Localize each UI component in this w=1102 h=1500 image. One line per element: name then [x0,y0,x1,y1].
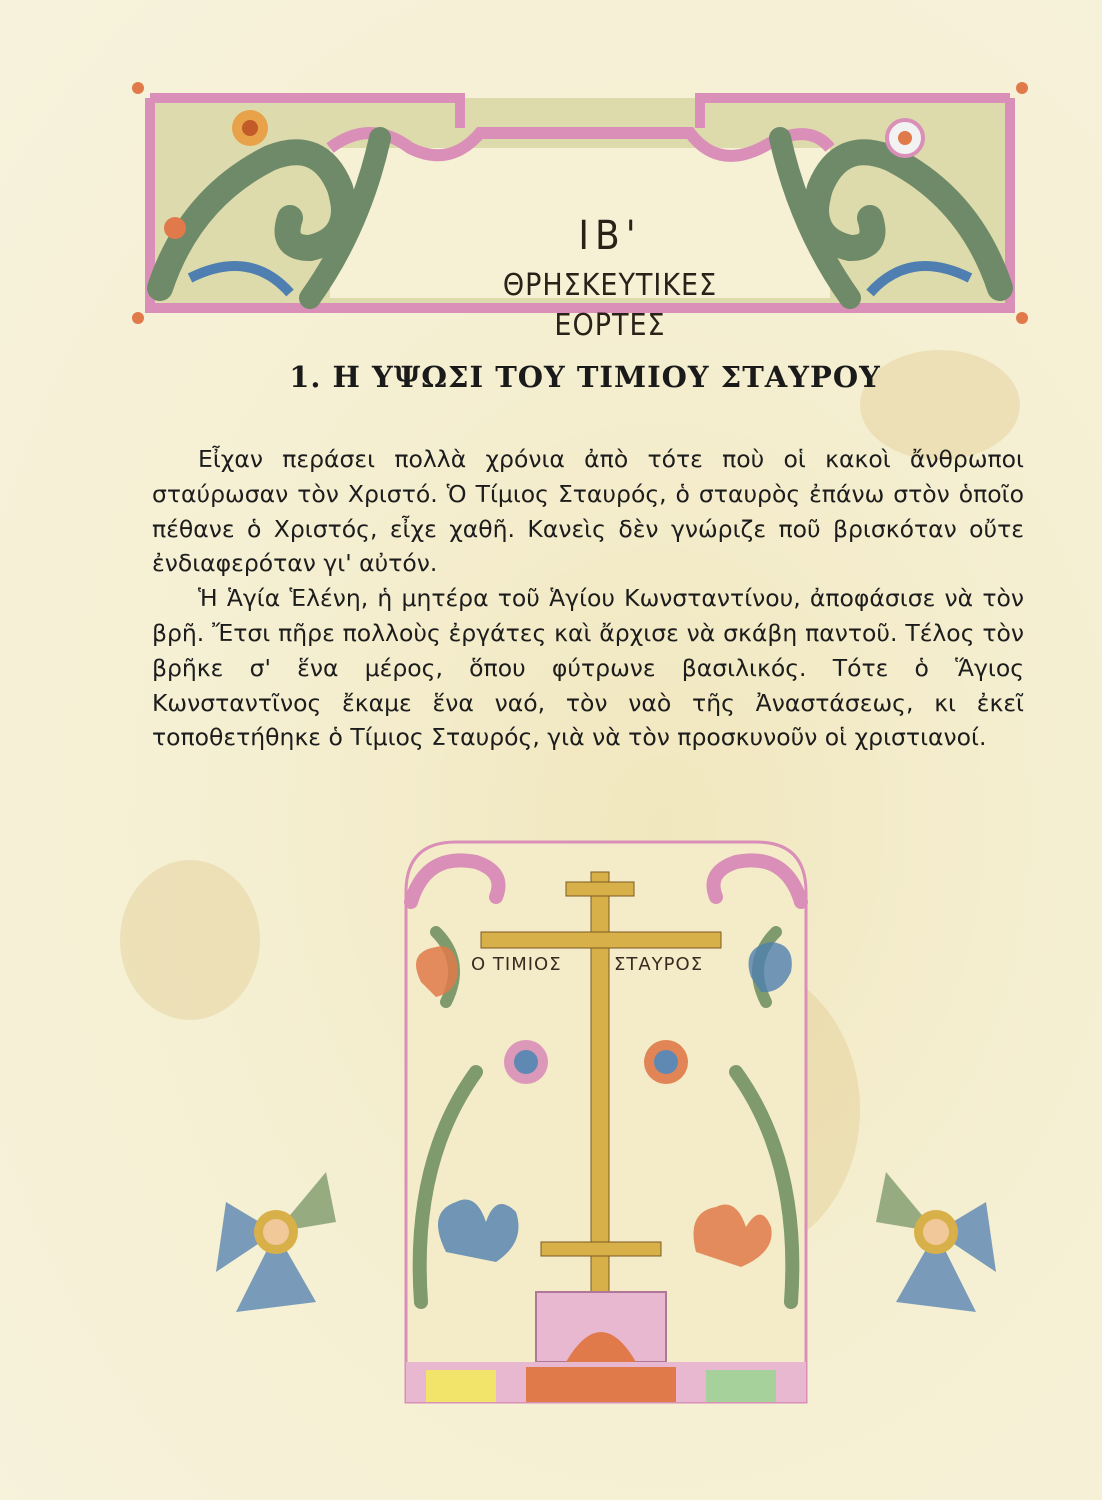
cross-label-left: Ο ΤΙΜΙΟΣ [471,954,562,975]
chapter-number: ΙΒ' [578,213,642,259]
paragraph: Ἡ Ἁγία Ἑλένη, ἡ μητέρα τοῦ Ἁγίου Κωνσταντίνου, ἀποφάσισε νὰ τὸν βρῆ. Ἔτσι πῆρε πολλοὺς ἐργάτες καὶ ἄρχισε νὰ σκάβη παντοῦ. Τέλος τὸν βρῆκε σ' ἕνα μέρος, ὅπου φύτρωνε βασιλικός. Τότε ὁ Ἅγιος Κωνσταντῖνος ἔκαμε ἕνα ναό, τὸν ναὸ τῆς Ἀναστάσεως, κι ἐκεῖ τοποθετήθηκε ὁ Τίμιος Σταυρός, γιὰ νὰ τὸν προσκυνοῦν οἱ χριστιανοί. [152,584,1024,752]
chapter-header-banner [130,78,1030,343]
paragraph: Εἶχαν περάσει πολλὰ χρόνια ἀπὸ τότε ποὺ οἱ κακοὶ ἄνθρωποι σταύρωσαν τὸν Χριστό. Ὁ Τίμιος Σταυρός, ὁ σταυρὸς ἐπάνω στὸν ὁποῖο πέθανε ὁ Χριστός, εἶχε χαθῆ. Κανεὶς δὲν γνώριζε ποῦ βρισκόταν οὔτε ἐνδιαφερόταν γι' αὐτόν. [152,445,1024,578]
chapter-title: ΘΡΗΣΚΕΥΤΙΚΕΣ ΕΟΡΤΕΣ [502,268,718,343]
cross-illustration [196,832,1016,1412]
section-heading: 1. Η ΥΨΩΣΙ ΤΟΥ ΤΙΜΙΟΥ ΣΤΑΥΡΟΥ [289,360,881,394]
cross-label-right: ΣΤΑΥΡΟΣ [614,954,704,975]
body-text [152,442,1024,755]
cross-artwork [196,832,1016,1412]
